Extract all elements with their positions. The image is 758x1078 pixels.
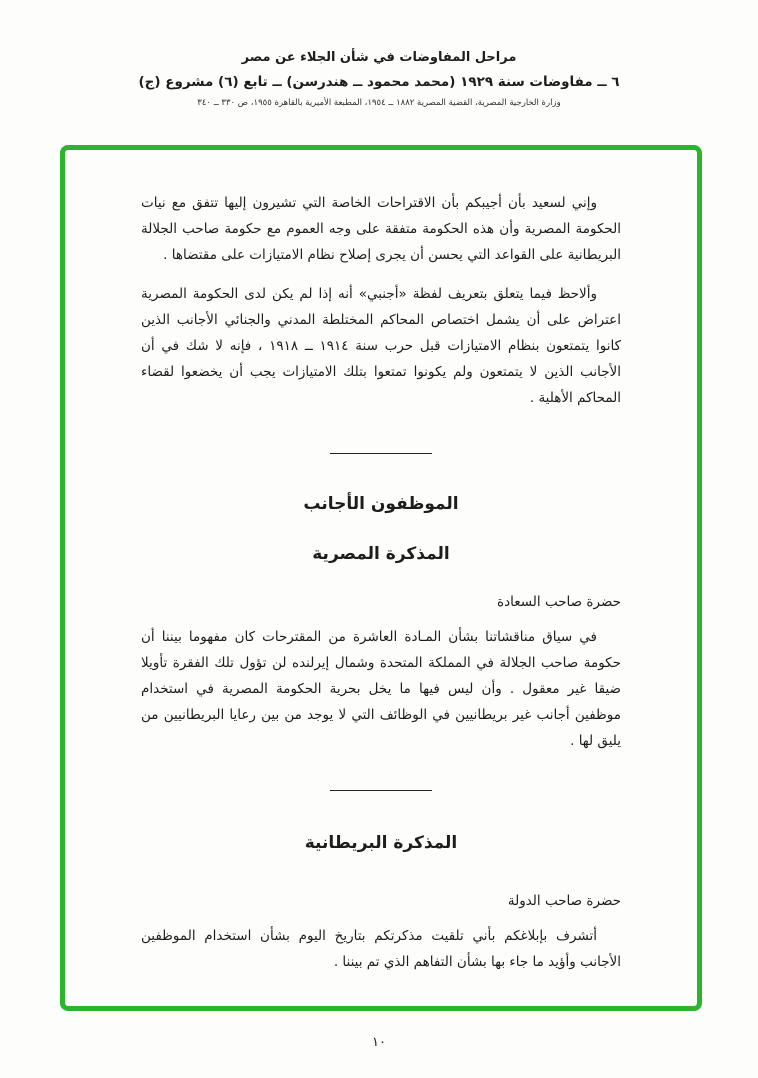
salutation-state: حضرة صاحب الدولة: [507, 893, 621, 909]
document-title: مراحل المفاوضات في شأن الجلاء عن مصر: [241, 50, 517, 65]
paragraph-agreement: وإني لسعيد بأن أجيبكم بأن الاقتراحات الخاصة التي تشيرون إليها تتفق مع نيات الحكومة المصرية وأن هذه الحكومة متفقة على وجه العموم مع حكومة صاحب الجلالة البريطانية على القواعد التي يحسن أن يجرى إصلاح نظام الامتيازات على مقتضاها .: [141, 195, 621, 263]
page-number: ١٠: [372, 1035, 386, 1050]
page-header: [0, 50, 758, 108]
paragraph-egyptian-memorandum-body: في سياق مناقشاتنا بشأن المـادة العاشرة من المقترحات كان مفهوما بيننا أن حكومة صاحب الجلالة في المملكة المتحدة وشمال إيرلنده لن تؤول تلك الفقرة تأويلا ضيقا غير معقول . وأن ليس فيها ما يخل بحرية الحكومة المصرية في استخدام موظفين أجانب غير بريطانيين في الوظائف التي لا يوجد من بين رعايا البريطانيين من يليق لها .: [141, 629, 621, 749]
paragraph-foreigner-definition: وألاحظ فيما يتعلق بتعريف لفظة «أجنبي» أنه إذا لم يكن لدى الحكومة المصرية اعتراض على أن يشمل اختصاص المحاكم المختلطة المدني والجنائي الأجانب الذين كانوا يتمتعون بنظام الامتيازات قبل حرب سنة ١٩١٤ ــ ١٩١٨ ، فإنه لا شك في أن الأجانب الذين لا يتمتعون ولم يكونوا تمتعوا بتلك الامتيازات يجب أن يخضعوا لقضاء المحاكم الأهلية .: [141, 286, 621, 406]
green-highlight-frame: [60, 145, 702, 1011]
document-subtitle: ٦ ــ مفاوضات سنة ١٩٢٩ (محمد محمود ــ هندرسن) ــ تابع (٦) مشروع (ج): [138, 74, 620, 90]
paragraph-british-memorandum-body: أتشرف بإبلاغكم بأني تلقيت مذكرتكم بتاريخ اليوم بشأن استخدام الموظفين الأجانب وأؤيد ما جاء بها بشأن التفاهم الذي تم بيننا .: [141, 928, 621, 970]
heading-british-memorandum: المذكرة البريطانية: [304, 833, 458, 853]
salutation-excellency: حضرة صاحب السعادة: [497, 594, 621, 610]
heading-egyptian-memorandum: المذكرة المصرية: [312, 544, 450, 564]
section-divider: [330, 453, 432, 454]
frame-content: [65, 150, 697, 1006]
document-source-citation: وزارة الخارجية المصرية، القضية المصرية ١٨٨٢ ــ ١٩٥٤، المطبعة الأميرية بالقاهرة ١٩٥٥، ص ٣٣٠ ــ ٣٤٠: [197, 98, 561, 108]
heading-foreign-employees: الموظفون الأجانب: [303, 494, 459, 514]
section-divider: [330, 790, 432, 791]
